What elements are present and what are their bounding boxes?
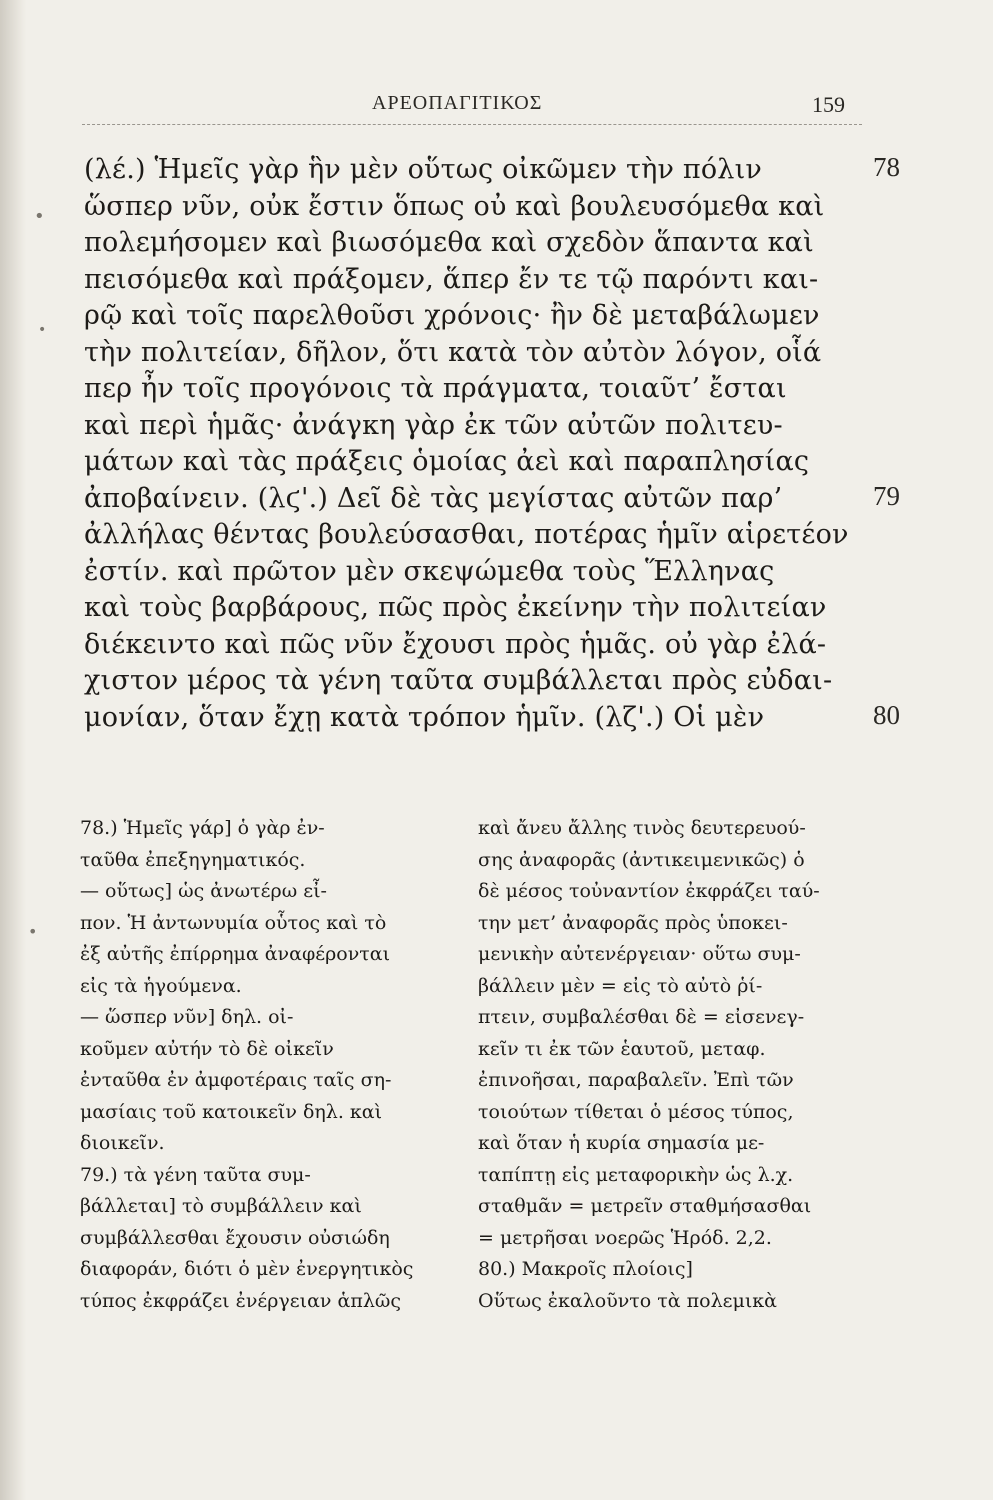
main-text-line: μονίαν, ὅταν ἔχῃ κατὰ τρόπον ἡμῖν. (λζ'.) Οἱ μὲν — [84, 701, 765, 733]
footnote-line: διαφοράν, διότι ὁ μὲν ἐνεργητικὸς — [80, 1258, 414, 1280]
running-title: ΑΡΕΟΠΑΓΙΤΙΚΟΣ — [372, 92, 543, 114]
footnote-line: πον. Ἡ ἀντωνυμία οὗτος καὶ τὸ — [80, 911, 387, 934]
footnote-line: μασίαις τοῦ κατοικεῖν δηλ. καὶ — [80, 1100, 383, 1123]
footnote-line: ἐπινοῆσαι, παραβαλεῖν. Ἐπὶ τῶν — [478, 1069, 794, 1091]
margin-line-number: 78 — [873, 152, 900, 182]
margin-ink-mark: • — [28, 922, 38, 941]
footnotes-left-column — [80, 813, 462, 1317]
footnote-line: δὲ μέσος τοὐναντίον ἐκφράζει ταύ- — [478, 880, 820, 902]
main-text-line: μάτων καὶ τὰς πράξεις ὁμοίας ἀεὶ καὶ παραπλησίας — [84, 446, 810, 477]
main-text-line: (λέ.) Ἡμεῖς γὰρ ἣν μὲν οὕτως οἰκῶμεν τὴν πόλιν — [84, 154, 762, 185]
footnote-line: εἰς τὰ ἡγούμενα. — [80, 974, 242, 997]
footnote-line: βάλλεται] τὸ συμβάλλειν καὶ — [80, 1195, 362, 1217]
footnote-line: καὶ ἄνευ ἄλλης τινὸς δευτερευού- — [478, 817, 806, 839]
footnote-line: ταπίπτῃ εἰς μεταφορικὴν ὡς λ.χ. — [478, 1163, 794, 1186]
main-text-line: περ ἦν τοῖς προγόνοις τὰ πράγματα, τοιαῦτ’ ἔσται — [84, 373, 787, 404]
footnote-line: συμβάλλεσθαι ἔχουσιν οὐσιώδη — [80, 1226, 390, 1249]
main-text-line: ρῷ καὶ τοῖς παρελθοῦσι χρόνοις· ἢν δὲ μεταβάλωμεν — [84, 300, 820, 331]
main-text-line: ἀλλήλας θέντας βουλεύσασθαι, ποτέρας ἡμῖν αἱρετέον — [84, 519, 849, 550]
margin-ink-mark: • — [38, 322, 47, 338]
main-text-line: πολεμήσομεν καὶ βιωσόμεθα καὶ σχεδὸν ἅπαντα καὶ — [84, 227, 814, 258]
main-text-block — [84, 152, 870, 736]
footnote-line: Οὕτως ἐκαλοῦντο τὰ πολεμικὰ — [478, 1289, 777, 1312]
footnote-line: 79.) τὰ γένη ταῦτα συμ- — [80, 1163, 311, 1186]
footnotes-right-column — [478, 813, 858, 1317]
main-text-line: ἀποβαίνειν. (λϛ'.) Δεῖ δὲ τὰς μεγίστας αὐτῶν παρ’ — [84, 482, 783, 514]
header-rule — [82, 124, 862, 125]
footnote-line: σης ἀναφορᾶς (ἀντικειμενικῶς) ὁ — [478, 848, 805, 871]
footnote-line: 78.) Ἡμεῖς γάρ] ὁ γὰρ ἐν- — [80, 817, 325, 839]
margin-line-number: 80 — [873, 700, 900, 730]
main-text-line: καὶ περὶ ἡμᾶς· ἀνάγκη γὰρ ἐκ τῶν αὐτῶν πολιτευ- — [84, 409, 783, 441]
footnote-line: σταθμᾶν = μετρεῖν σταθμήσασθαι — [478, 1195, 812, 1217]
main-text-line: καὶ τοὺς βαρβάρους, πῶς πρὸς ἐκείνην τὴν πολιτείαν — [84, 592, 827, 623]
page-number: 159 — [812, 92, 845, 117]
main-text-line: πεισόμεθα καὶ πράξομεν, ἅπερ ἔν τε τῷ παρόντι και- — [84, 263, 819, 295]
binding-shadow — [0, 0, 26, 1500]
footnote-line: — ὥσπερ νῦν] δηλ. οἰ- — [80, 1006, 294, 1028]
footnote-line: κεῖν τι ἐκ τῶν ἑαυτοῦ, μεταφ. — [478, 1037, 766, 1060]
margin-ink-mark: • — [34, 206, 45, 227]
main-text-line: ἐστίν. καὶ πρῶτον μὲν σκεψώμεθα τοὺς Ἕλληνας — [84, 555, 775, 587]
footnote-line: κοῦμεν αὐτήν τὸ δὲ οἰκεῖν — [80, 1037, 334, 1060]
main-text-line: διέκειντο καὶ πῶς νῦν ἔχουσι πρὸς ἡμᾶς. οὐ γὰρ ἐλά- — [84, 628, 827, 660]
footnote-line: τοιούτων τίθεται ὁ μέσος τύπος, — [478, 1100, 794, 1123]
footnote-line: ἐνταῦθα ἐν ἀμφοτέραις ταῖς ση- — [80, 1069, 392, 1091]
footnote-line: πτειν, συμβαλέσθαι δὲ = εἰσενεγ- — [478, 1006, 805, 1028]
footnote-line: τύπος ἐκφράζει ἐνέργειαν ἁπλῶς — [80, 1289, 401, 1312]
footnote-line: την μετ’ ἀναφορᾶς πρὸς ὑποκει- — [478, 911, 788, 934]
footnote-line: μενικὴν αὐτενέργειαν· οὕτω συμ- — [478, 943, 801, 965]
footnote-line: διοικεῖν. — [80, 1132, 165, 1154]
main-text-line: ὥσπερ νῦν, οὐκ ἔστιν ὅπως οὐ καὶ βουλευσόμεθα καὶ — [84, 190, 825, 222]
footnote-line: βάλλειν μὲν = εἰς τὸ αὐτὸ ῥί- — [478, 974, 763, 997]
margin-line-number: 79 — [873, 481, 900, 511]
footnote-line: 80.) Μακροῖς πλοίοις] — [478, 1258, 693, 1280]
footnote-line: ταῦθα ἐπεξηγηματικός. — [80, 848, 306, 871]
footnote-line: καὶ ὅταν ἡ κυρία σημασία με- — [478, 1132, 765, 1154]
footnote-line: = μετρῆσαι νοερῶς Ἡρόδ. 2,2. — [478, 1226, 772, 1249]
footnote-line: ἐξ αὐτῆς ἐπίρρημα ἀναφέρονται — [80, 943, 391, 965]
main-text-line: τὴν πολιτείαν, δῆλον, ὅτι κατὰ τὸν αὐτὸν λόγον, οἷά — [84, 336, 822, 368]
footnote-line: — οὕτως] ὡς ἀνωτέρω εἶ- — [80, 880, 327, 902]
main-text-line: χιστον μέρος τὰ γένη ταῦτα συμβάλλεται πρὸς εὐδαι- — [84, 665, 833, 696]
